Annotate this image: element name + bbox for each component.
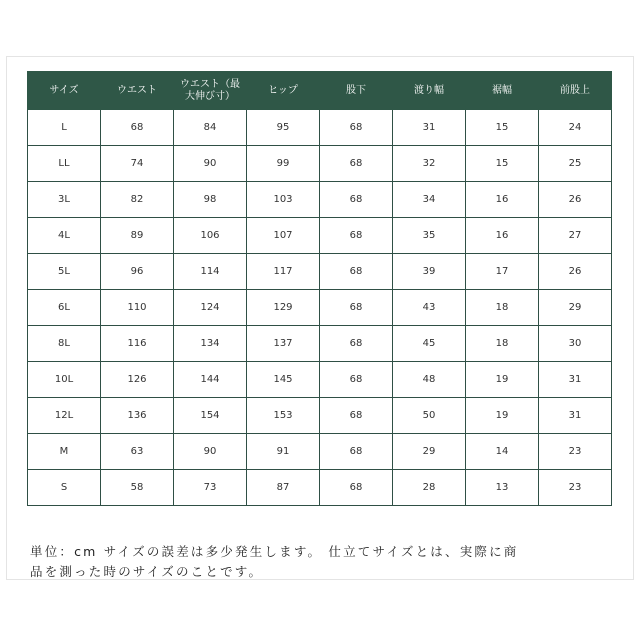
header-size: サイズ [28,72,101,110]
table-cell: 5L [28,254,101,290]
table-cell: 29 [539,290,612,326]
table-row [28,182,612,218]
table-row [28,326,612,362]
header-front-rise: 前股上 [539,72,612,110]
table-cell: 68 [320,362,393,398]
table-cell: 144 [174,362,247,398]
table-cell: 4L [28,218,101,254]
table-cell: 27 [539,218,612,254]
table-cell: 16 [466,182,539,218]
table-cell: 114 [174,254,247,290]
table-cell: 23 [539,470,612,506]
table-cell: 154 [174,398,247,434]
table-cell: 16 [466,218,539,254]
table-cell: 3L [28,182,101,218]
table-cell: 26 [539,254,612,290]
table-cell: 17 [466,254,539,290]
table-cell: LL [28,146,101,182]
table-cell: 26 [539,182,612,218]
table-row [28,110,612,146]
table-cell: 24 [539,110,612,146]
table-cell: 68 [320,146,393,182]
size-note [30,542,620,582]
table-cell: 32 [393,146,466,182]
table-cell: 68 [320,398,393,434]
table-cell: 14 [466,434,539,470]
table-cell: 18 [466,326,539,362]
table-cell: 68 [320,110,393,146]
table-row [28,218,612,254]
table-cell: 58 [101,470,174,506]
table-cell: 89 [101,218,174,254]
table-cell: M [28,434,101,470]
table-cell: 35 [393,218,466,254]
table-cell: 87 [247,470,320,506]
table-cell: 82 [101,182,174,218]
table-cell: 68 [320,254,393,290]
table-cell: 106 [174,218,247,254]
table-cell: 15 [466,146,539,182]
table-row [28,470,612,506]
table-row [28,290,612,326]
note-line-2: 品を測った時のサイズのことです。 [30,564,264,579]
table-cell: 153 [247,398,320,434]
header-waist: ウエスト [101,72,174,110]
table-cell: 8L [28,326,101,362]
size-table-header [28,72,612,110]
table-cell: 15 [466,110,539,146]
table-cell: 63 [101,434,174,470]
table-cell: 90 [174,434,247,470]
table-cell: 29 [393,434,466,470]
table-cell: 19 [466,398,539,434]
table-cell: 48 [393,362,466,398]
table-cell: 23 [539,434,612,470]
header-hip: ヒップ [247,72,320,110]
table-cell: 13 [466,470,539,506]
table-cell: 116 [101,326,174,362]
table-cell: 68 [320,218,393,254]
table-cell: 68 [320,182,393,218]
table-cell: 31 [393,110,466,146]
table-cell: 43 [393,290,466,326]
table-cell: 25 [539,146,612,182]
table-cell: 98 [174,182,247,218]
header-thigh-width: 渡り幅 [393,72,466,110]
table-cell: 45 [393,326,466,362]
size-table [27,71,612,506]
table-cell: 18 [466,290,539,326]
table-cell: 99 [247,146,320,182]
table-cell: 145 [247,362,320,398]
table-cell: 28 [393,470,466,506]
table-cell: 126 [101,362,174,398]
table-cell: 68 [101,110,174,146]
table-cell: 68 [320,326,393,362]
table-cell: 31 [539,398,612,434]
table-cell: 19 [466,362,539,398]
table-cell: 50 [393,398,466,434]
table-cell: 12L [28,398,101,434]
table-cell: S [28,470,101,506]
table-row [28,362,612,398]
table-cell: 73 [174,470,247,506]
table-cell: 136 [101,398,174,434]
table-cell: 91 [247,434,320,470]
table-cell: 117 [247,254,320,290]
table-cell: 134 [174,326,247,362]
table-cell: 68 [320,434,393,470]
table-cell: 68 [320,290,393,326]
table-row [28,254,612,290]
table-cell: 96 [101,254,174,290]
header-row [28,72,612,110]
size-table-body [28,110,612,506]
table-cell: L [28,110,101,146]
table-cell: 74 [101,146,174,182]
table-cell: 10L [28,362,101,398]
table-row [28,146,612,182]
table-cell: 129 [247,290,320,326]
header-waist-max-stretch: ウエスト（最大伸び寸） [174,72,247,110]
table-row [28,398,612,434]
table-cell: 95 [247,110,320,146]
table-cell: 31 [539,362,612,398]
table-cell: 34 [393,182,466,218]
table-cell: 30 [539,326,612,362]
header-hem-width: 裾幅 [466,72,539,110]
table-cell: 124 [174,290,247,326]
table-cell: 6L [28,290,101,326]
table-cell: 39 [393,254,466,290]
table-cell: 90 [174,146,247,182]
table-cell: 103 [247,182,320,218]
table-cell: 68 [320,470,393,506]
table-cell: 107 [247,218,320,254]
table-cell: 137 [247,326,320,362]
note-line-1: 単位：cm サイズの誤差は多少発生します。 仕立てサイズとは、実際に商 [30,544,519,559]
header-inseam: 股下 [320,72,393,110]
table-cell: 84 [174,110,247,146]
table-row [28,434,612,470]
table-cell: 110 [101,290,174,326]
